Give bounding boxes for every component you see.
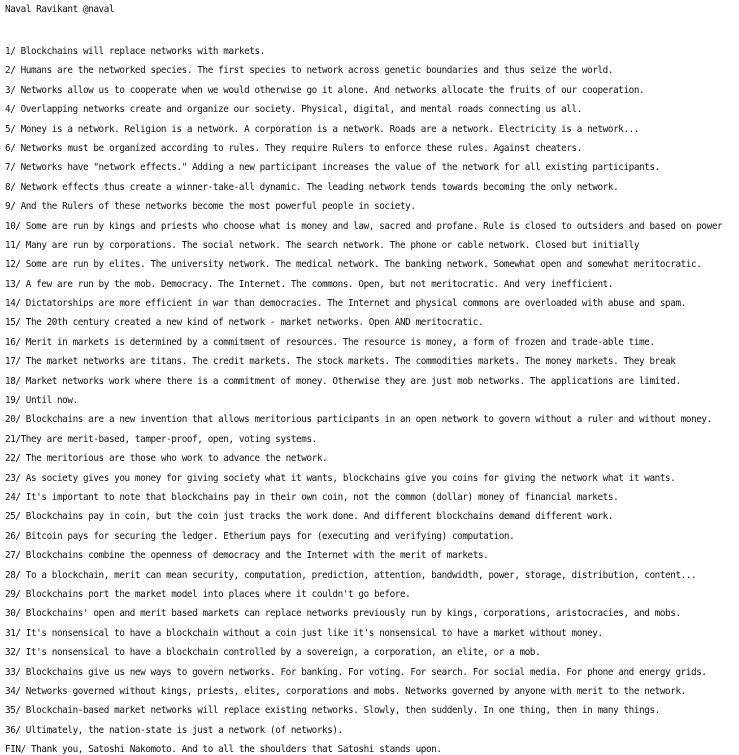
tweet-line: 23/ As society gives you money for giving society what it wants, blockchains give you coins for giving the network what it wants. (5, 472, 676, 484)
tweet-line: 9/ And the Rulers of these networks become the most powerful people in society. (5, 201, 416, 213)
tweet-line: 12/ Some are run by elites. The university network. The medical network. The banking network. Somewhat open and somewhat meritocratic. (5, 259, 702, 271)
tweet-line: 29/ Blockchains port the market model into places where it couldn't go before. (5, 588, 411, 600)
tweet-line: 4/ Overlapping networks create and organize our society. Physical, digital, and mental roads connecting us all. (5, 104, 582, 116)
author-byline: Naval Ravikant @naval (5, 4, 115, 15)
tweet-line: 11/ Many are run by corporations. The social network. The search network. The phone or cable network. Closed but initially (5, 239, 640, 251)
tweet-line: 2/ Humans are the networked species. The first species to network across genetic boundaries and thus seize the world. (5, 65, 614, 77)
tweet-line: 7/ Networks have "network effects." Adding a new participant increases the value of the network for all existing participants. (5, 162, 660, 174)
tweet-line: 17/ The market networks are titans. The credit markets. The stock markets. The commodities markets. The money markets. They break (5, 356, 676, 368)
tweet-line: 6/ Networks must be organized according to rules. They require Rulers to enforce these rules. Against cheaters. (5, 142, 582, 154)
tweet-line: 26/ Bitcoin pays for securing the ledger. Etherium pays for (executing and verifying) computation. (5, 530, 515, 542)
tweet-line: 24/ It's important to note that blockchains pay in their own coin, not the common (dollar) money of financial markets. (5, 491, 619, 503)
tweet-line: 8/ Network effects thus create a winner-take-all dynamic. The leading network tends towards becoming the only network. (5, 181, 619, 193)
tweet-line: 30/ Blockchains' open and merit based markets can replace networks previously run by kings, corporations, aristocracies, and mobs. (5, 608, 681, 620)
tweet-line: 31/ It's nonsensical to have a blockchain without a coin just like it's nonsensical to have a market without money. (5, 627, 603, 639)
tweet-line: 1/ Blockchains will replace networks with markets. (5, 46, 265, 57)
tweet-line: 5/ Money is a network. Religion is a network. A corporation is a network. Roads are a network. Electricity is a network... (5, 123, 640, 135)
tweet-line: 32/ It's nonsensical to have a blockchain controlled by a sovereign, a corporation, an elite, or a mob. (5, 647, 541, 659)
tweet-line: 14/ Dictatorships are more efficient in war than democracies. The Internet and physical commons are overloaded with abuse and spam. (5, 298, 686, 310)
tweet-line: 22/ The meritorious are those who work to advance the network. (5, 453, 328, 465)
tweet-line: 13/ A few are run by the mob. Democracy. The Internet. The commons. Open, but not meritocratic. And very inefficient. (5, 278, 614, 290)
tweet-line: 28/ To a blockchain, merit can mean security, computation, prediction, attention, bandwidth, power, storage, distribution, content... (5, 569, 697, 581)
tweet-line: 27/ Blockchains combine the openness of democracy and the Internet with the merit of markets. (5, 550, 489, 562)
tweet-line: 15/ The 20th century created a new kind of network - market networks. Open AND meritocratic. (5, 317, 484, 329)
tweet-line: 25/ Blockchains pay in coin, but the coin just tracks the work done. And different blockchains demand different work. (5, 511, 614, 523)
tweet-line: 18/ Market networks work where there is a commitment of money. Otherwise they are just mob networks. The applications are limited. (5, 375, 681, 387)
tweet-line: 10/ Some are run by kings and priests who choose what is money and law, sacred and profane. Rule is closed to outsiders and based on power (5, 220, 723, 232)
tweet-line: 21/They are merit-based, tamper-proof, open, voting systems. (5, 433, 317, 445)
tweet-line: FIN/ Thank you, Satoshi Nakomoto. And to all the shoulders that Satoshi stands upon. (5, 744, 442, 755)
tweet-line: 35/ Blockchain-based market networks will replace existing networks. Slowly, then suddenly. In one thing, then in many things. (5, 705, 660, 717)
tweet-line: 19/ Until now. (5, 395, 78, 407)
tweet-line: 34/ Networks governed without kings, priests, elites, corporations and mobs. Networks governed by anyone with merit to the network. (5, 685, 686, 697)
tweet-list (5, 42, 739, 755)
tweet-line: 36/ Ultimately, the nation-state is just a network (of networks). (5, 724, 343, 736)
tweet-line: 20/ Blockchains are a new invention that allows meritorious participants in an open network to govern without a ruler and without money. (5, 414, 712, 426)
tweet-line: 16/ Merit in markets is determined by a commitment of resources. The resource is money, a form of frozen and trade-able time. (5, 336, 655, 348)
tweet-line: 3/ Networks allow us to cooperate when we would otherwise go it alone. And networks allocate the fruits of our cooperation. (5, 84, 645, 96)
tweet-line: 33/ Blockchains give us new ways to govern networks. For banking. For voting. For search. For social media. For phone and energy grids. (5, 666, 707, 678)
